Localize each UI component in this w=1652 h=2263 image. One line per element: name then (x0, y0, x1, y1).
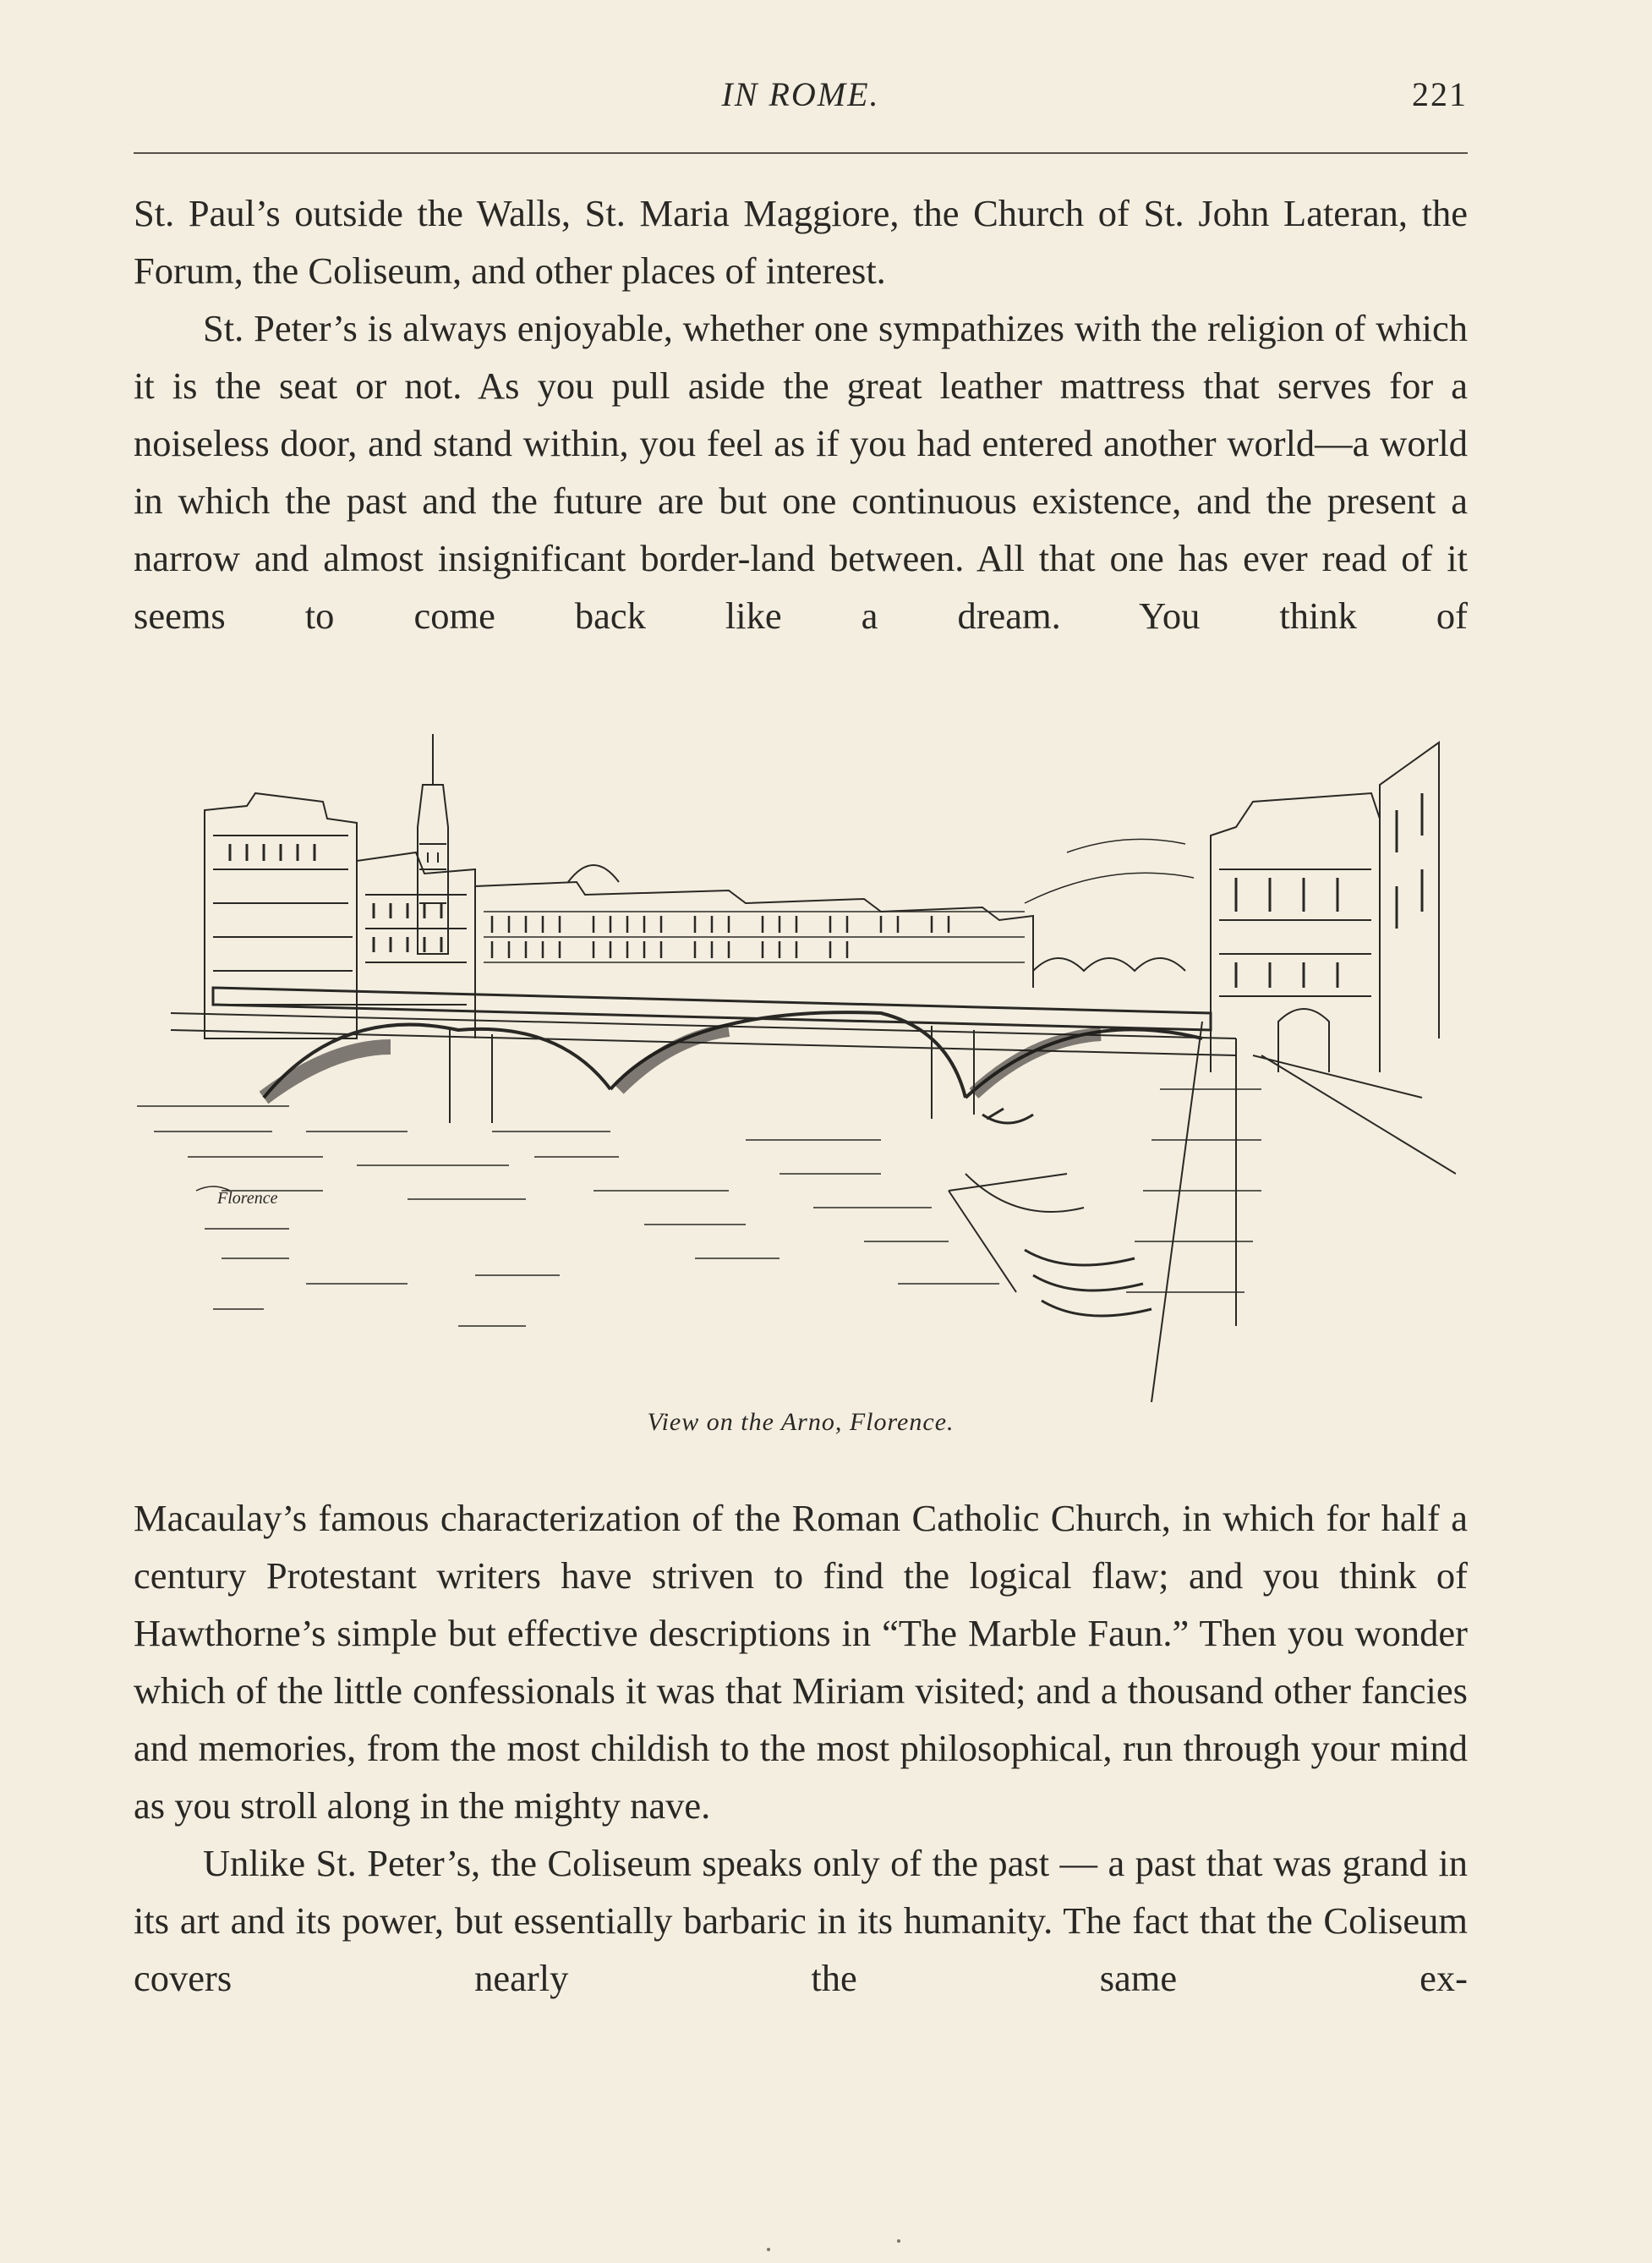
arno-drawing (137, 734, 1456, 1402)
running-title: IN ROME. (721, 75, 880, 113)
figure-caption: View on the Arno, Florence. (647, 1408, 955, 1436)
paragraph-3: Macaulay’s famous characterization of the Roman Catholic Church, in which for half a century Protestant writers have striven to find the logical flaw; and you think of Hawthorne’s simple but effective descriptions in “The Marble Faun.” Then you wonder which of the little confessionals it was that Miriam visited; and a thousand other fancies and memories, from the most childish to the most philosophical, run through your mind as you stroll along in the mighty nave. (134, 1497, 1468, 1827)
paper-speck (897, 2239, 900, 2243)
running-head (134, 74, 1468, 117)
right-palazzo (1211, 742, 1439, 1072)
palazzo-vecchio-tower (418, 734, 448, 954)
boats (949, 1109, 1151, 1316)
paragraph-4: Unlike St. Peter’s, the Coliseum speaks only of the past — a past that was grand in its art and its power, but essentially barbaric in its humanity. The fact that the Coliseum covers nearly the same ex- (134, 1842, 1468, 1999)
paper-speck (767, 2248, 770, 2251)
far-buildings (475, 865, 1185, 988)
embankment (1126, 1022, 1456, 1402)
text-after-figure (134, 1489, 1468, 2007)
distant-hills (1025, 839, 1194, 903)
river-water (137, 1106, 999, 1326)
bridge (171, 988, 1236, 1123)
paragraph-2: St. Peter’s is always enjoyable, whether one sympathizes with the religion of which it is the seat or not. As you pull aside the great leather mattress that serves for a noiseless door, and stand within, you feel as if you had entered another world—a world in which the past and the future are but one continuous existence, and the present a narrow and almost insignificant border-land between. All that one has ever read of it seems to come back like a dream. You think of (134, 307, 1468, 637)
page-number: 221 (1412, 75, 1468, 113)
left-buildings (205, 793, 475, 1038)
arno-illustration (137, 734, 1456, 1402)
artist-signature: Florence (217, 1189, 278, 1208)
text-before-figure (134, 184, 1468, 644)
header-rule (134, 152, 1468, 154)
paragraph-1: St. Paul’s outside the Walls, St. Maria Maggiore, the Church of St. John Lateran, the Forum, the Coliseum, and other places of interest. (134, 192, 1468, 292)
